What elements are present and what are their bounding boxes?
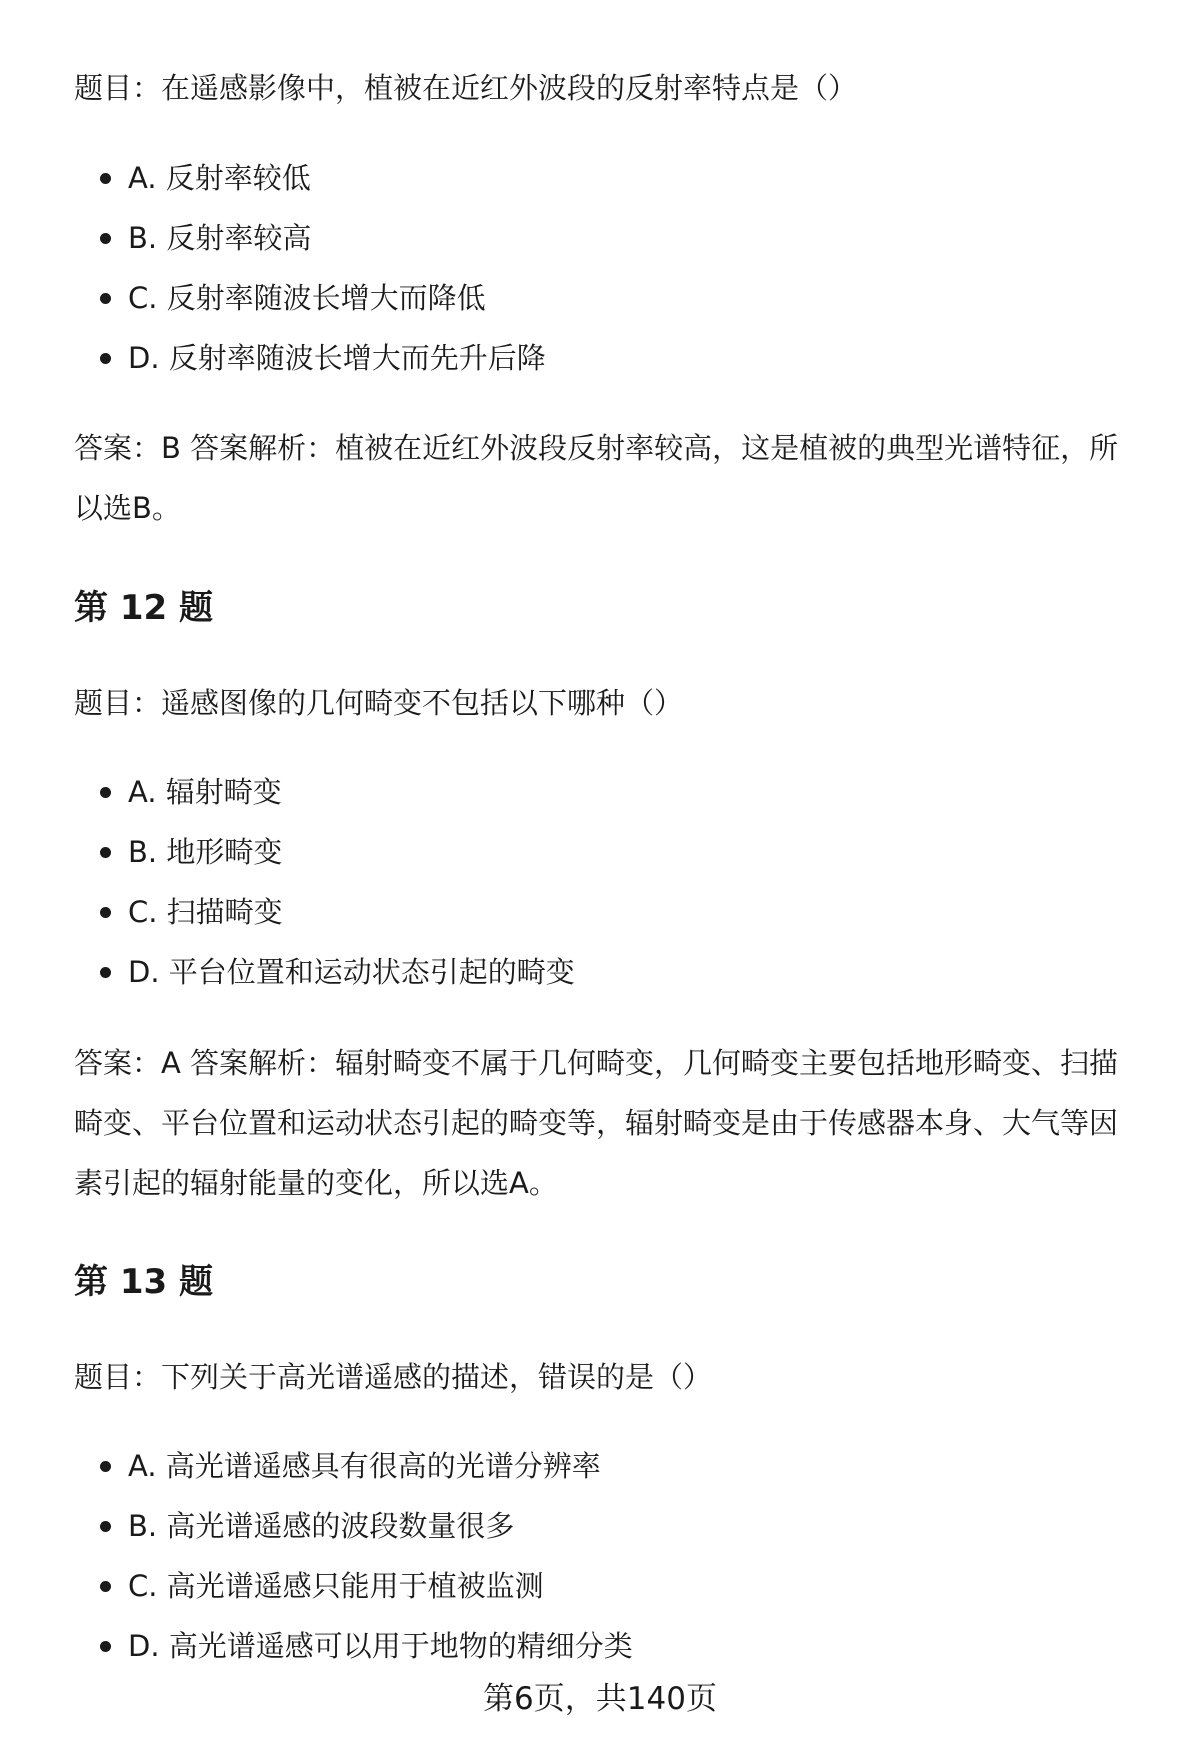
bullet-icon (100, 847, 111, 858)
option-b (74, 208, 1144, 268)
question-11-options (74, 148, 1144, 388)
bullet-icon (100, 1521, 111, 1532)
question-11 (74, 58, 1144, 118)
option-b (74, 1496, 1144, 1556)
bullet-icon (100, 1581, 111, 1592)
question-13 (74, 1347, 1144, 1407)
option-list (74, 148, 1144, 388)
bullet-icon (100, 787, 111, 798)
answer-explanation: 答案：B 答案解析：植被在近红外波段反射率较高，这是植被的典型光谱特征，所以选B。 (74, 431, 1119, 525)
question-13-options (74, 1436, 1144, 1676)
option-a (74, 148, 1144, 208)
bullet-icon (100, 173, 111, 184)
bullet-icon (100, 293, 111, 304)
option-label: A. 高光谱遥感具有很高的光谱分辨率 (128, 1449, 601, 1483)
option-b (74, 822, 1144, 882)
question-12 (74, 673, 1144, 733)
question-text: 题目：在遥感影像中，植被在近红外波段的反射率特点是（） (74, 71, 858, 105)
question-12-answer (74, 1033, 1144, 1213)
question-12-heading: 第 12 题 (74, 588, 213, 628)
question-11-answer (74, 418, 1144, 538)
bullet-icon (100, 907, 111, 918)
question-text: 题目：遥感图像的几何畸变不包括以下哪种（） (74, 686, 684, 720)
option-c (74, 882, 1144, 942)
option-label: D. 高光谱遥感可以用于地物的精细分类 (128, 1629, 633, 1663)
answer-explanation: 答案：A 答案解析：辐射畸变不属于几何畸变，几何畸变主要包括地形畸变、扫描畸变、平台位置和运动状态引起的畸变等，辐射畸变是由于传感器本身、大气等因素引起的辐射能量的变化，所以选A。 (74, 1046, 1119, 1200)
page-number: 第6页，共140页 (483, 1681, 717, 1717)
bullet-icon (100, 1641, 111, 1652)
option-a (74, 762, 1144, 822)
option-label: A. 反射率较低 (128, 161, 311, 195)
option-list (74, 1436, 1144, 1676)
bullet-icon (100, 967, 111, 978)
option-c (74, 1556, 1144, 1616)
option-label: D. 反射率随波长增大而先升后降 (128, 341, 546, 375)
option-list (74, 762, 1144, 1002)
option-a (74, 1436, 1144, 1496)
option-d (74, 328, 1144, 388)
option-label: A. 辐射畸变 (128, 775, 282, 809)
bullet-icon (100, 233, 111, 244)
option-label: C. 高光谱遥感只能用于植被监测 (128, 1569, 544, 1603)
option-label: B. 地形畸变 (128, 835, 283, 869)
option-label: B. 高光谱遥感的波段数量很多 (128, 1509, 515, 1543)
question-12-options (74, 762, 1144, 1002)
option-c (74, 268, 1144, 328)
option-d (74, 942, 1144, 1002)
bullet-icon (100, 1461, 111, 1472)
option-label: C. 扫描畸变 (128, 895, 283, 929)
option-label: C. 反射率随波长增大而降低 (128, 281, 486, 315)
option-d (74, 1616, 1144, 1676)
question-text: 题目：下列关于高光谱遥感的描述，错误的是（） (74, 1360, 713, 1394)
option-label: B. 反射率较高 (128, 221, 312, 255)
question-13-heading: 第 13 题 (74, 1262, 213, 1302)
option-label: D. 平台位置和运动状态引起的畸变 (128, 955, 575, 989)
bullet-icon (100, 353, 111, 364)
